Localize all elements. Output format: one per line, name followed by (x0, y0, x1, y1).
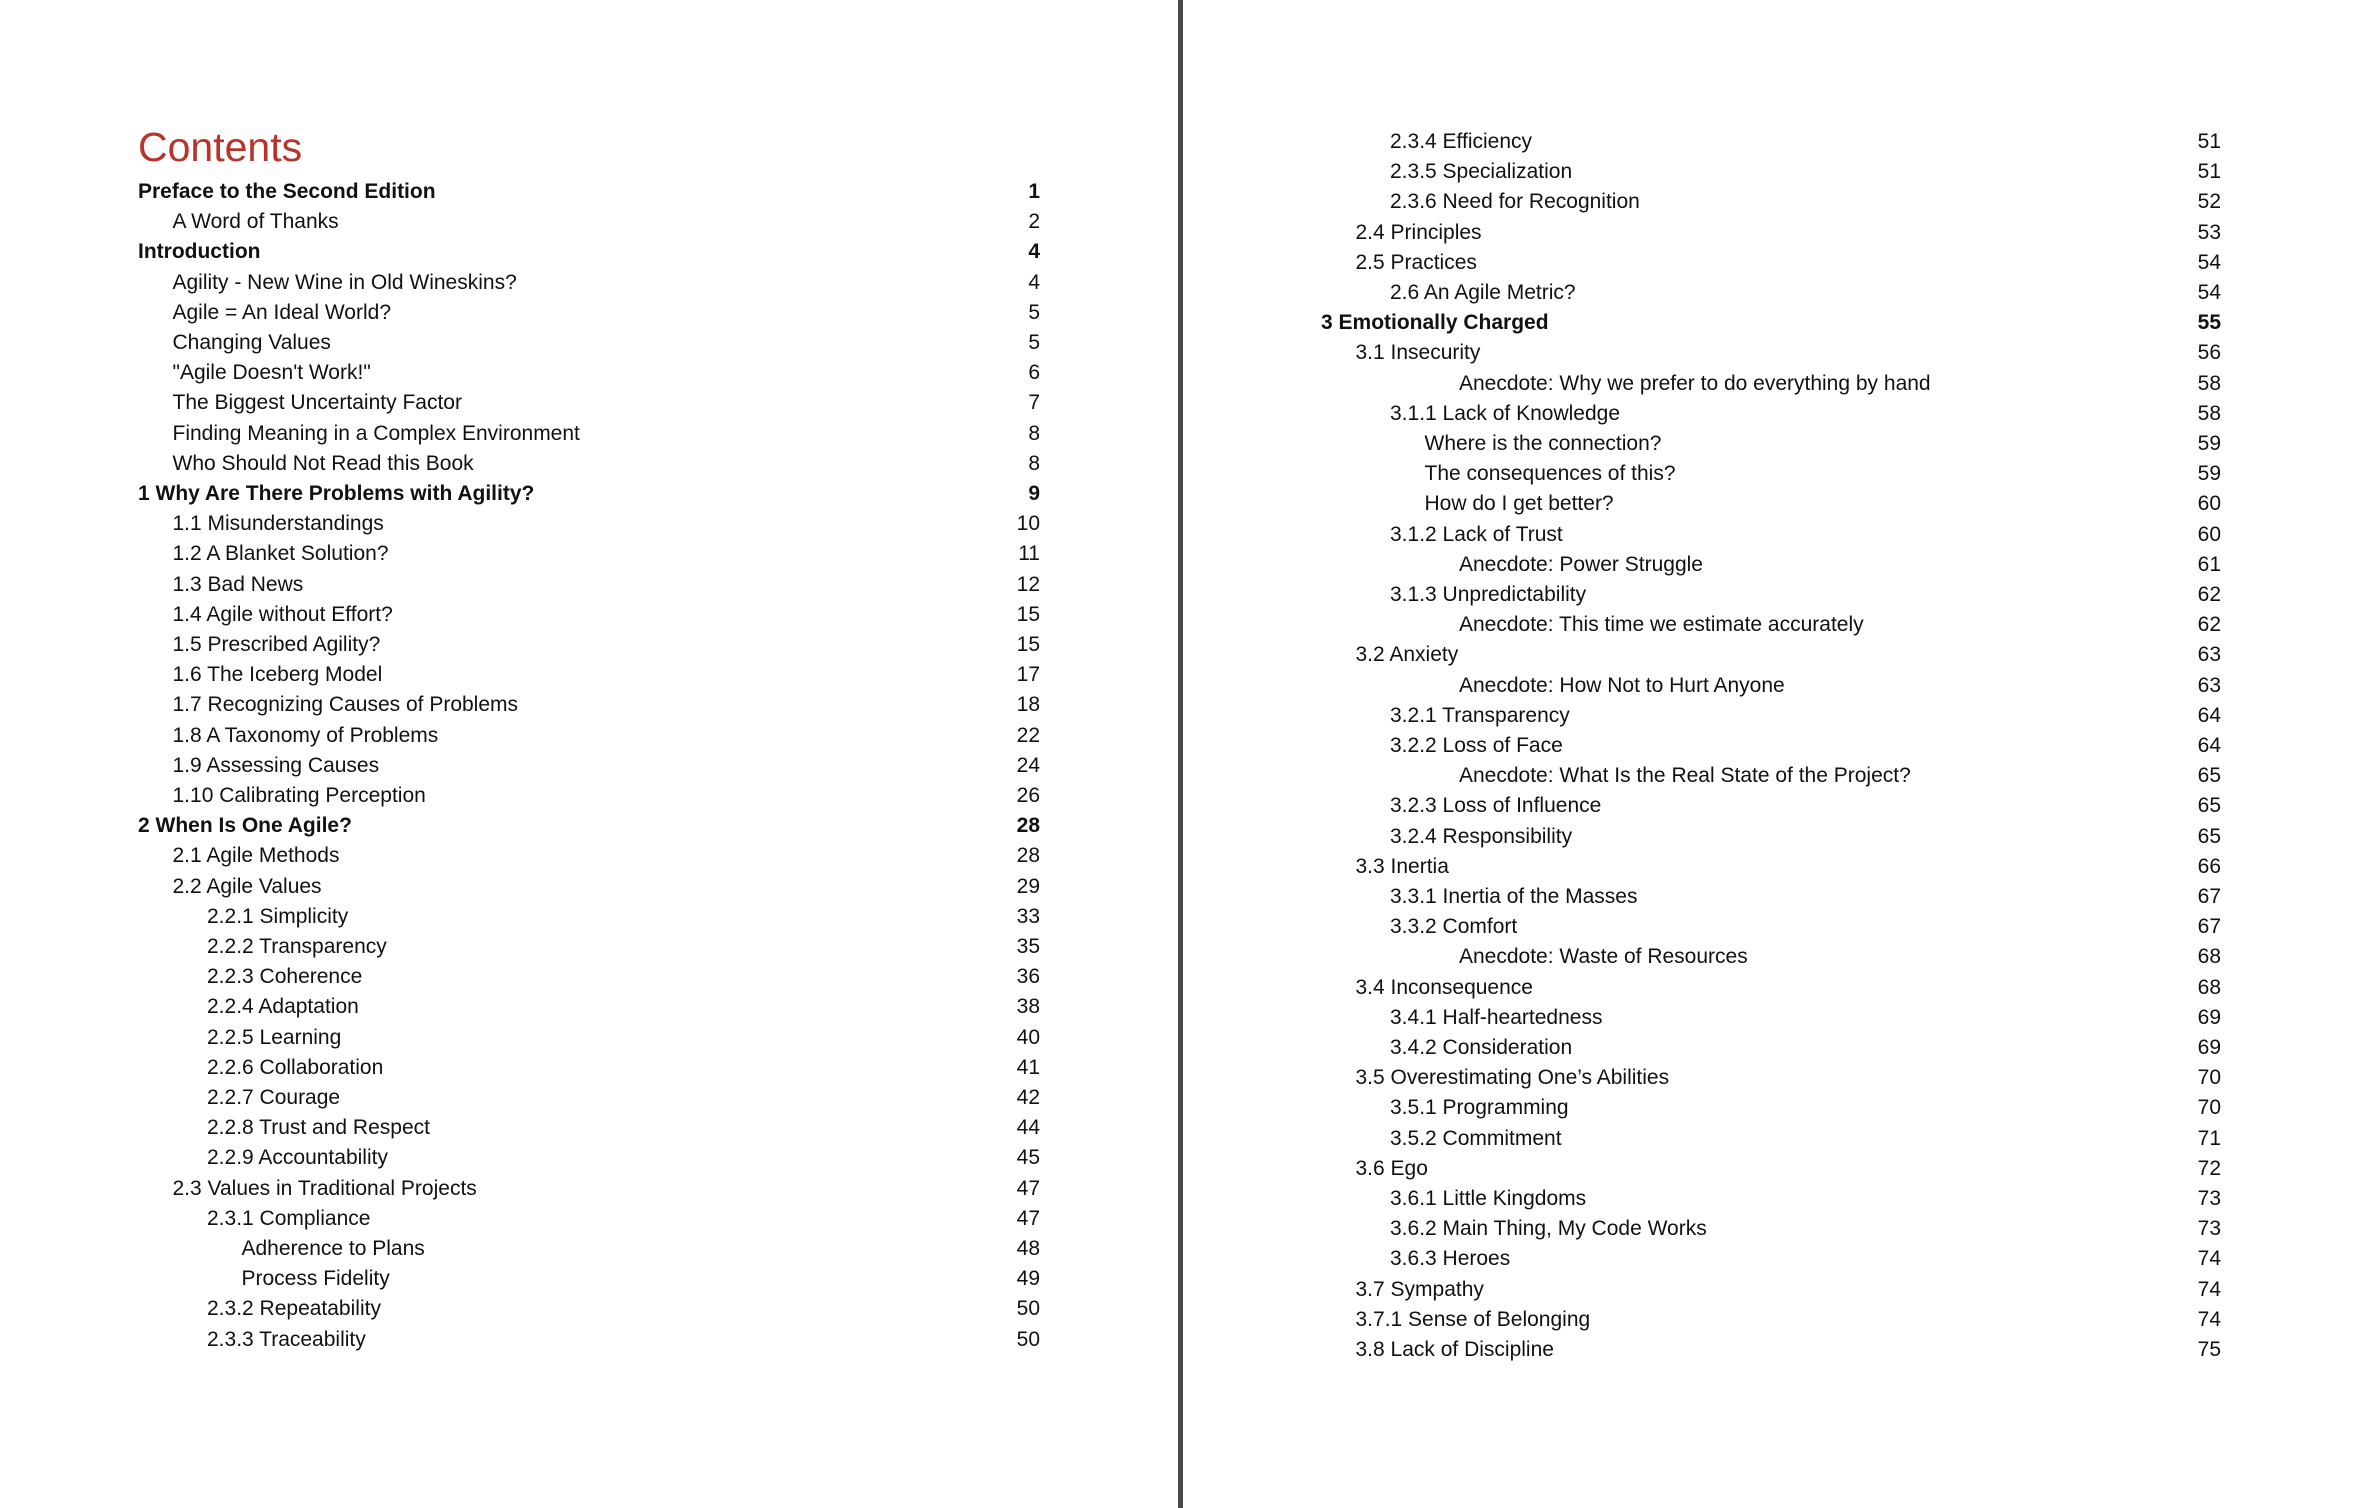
toc-entry-page-number: 64 (2197, 703, 2221, 727)
toc-entry[interactable] (1321, 822, 2221, 852)
toc-entry[interactable] (138, 902, 1040, 932)
toc-entry-page-number: 72 (2197, 1156, 2221, 1180)
toc-entry-label: Agility - New Wine in Old Wineskins? (172, 270, 517, 294)
toc-entry-page-number: 74 (2197, 1247, 2221, 1271)
toc-entry-label: 3.7 Sympathy (1355, 1277, 1484, 1301)
toc-entry[interactable] (138, 932, 1040, 962)
toc-entry-label: 2.2.4 Adaptation (207, 995, 359, 1019)
toc-entry-page-number: 60 (2197, 522, 2221, 546)
toc-entry[interactable] (138, 177, 1040, 207)
toc-entry[interactable] (138, 207, 1040, 237)
toc-entry[interactable] (1321, 610, 2221, 640)
toc-entry-page-number: 70 (2197, 1066, 2221, 1090)
toc-entry-label: 1.3 Bad News (172, 572, 304, 596)
toc-entry[interactable] (1321, 852, 2221, 882)
toc-entry-label: 1.4 Agile without Effort? (172, 602, 393, 626)
toc-entry[interactable] (138, 539, 1040, 569)
toc-entry-label: 3.1.1 Lack of Knowledge (1390, 401, 1620, 425)
toc-entry-page-number: 8 (1028, 451, 1040, 475)
toc-entry-page-number: 66 (2197, 854, 2221, 878)
toc-entry[interactable] (1321, 1003, 2221, 1033)
toc-entry-label: 3.2 Anxiety (1355, 643, 1459, 667)
toc-entry[interactable] (138, 1053, 1040, 1083)
toc-entry[interactable] (138, 1174, 1040, 1204)
toc-entry-label: 3.3.2 Comfort (1390, 915, 1518, 939)
toc-entry-page-number: 63 (2197, 673, 2221, 697)
toc-entry-page-number: 7 (1028, 391, 1040, 415)
toc-entry[interactable] (1321, 791, 2221, 821)
toc-entry[interactable] (1321, 1305, 2221, 1335)
toc-entry-label: Anecdote: Power Struggle (1459, 552, 1703, 576)
toc-entry-page-number: 71 (2197, 1126, 2221, 1150)
toc-entry-label: Finding Meaning in a Complex Environment (172, 421, 580, 445)
toc-entry-label: 2.2.9 Accountability (207, 1146, 388, 1170)
toc-entry[interactable] (1321, 459, 2221, 489)
toc-entry-page-number: 75 (2197, 1338, 2221, 1361)
toc-entry-label: 2.5 Practices (1355, 250, 1477, 274)
toc-entry-label: Anecdote: Waste of Resources (1459, 945, 1748, 969)
toc-entry-label: 1.6 The Iceberg Model (172, 663, 383, 687)
toc-entry-label: 2.2.7 Courage (207, 1086, 341, 1109)
toc-entry-page-number: 61 (2197, 552, 2221, 576)
toc-entry-label: 3.1.3 Unpredictability (1390, 583, 1587, 606)
toc-entry-page-number: 36 (1016, 965, 1040, 989)
toc-entry[interactable] (138, 721, 1040, 751)
toc-entry-label: 2.4 Principles (1355, 220, 1482, 244)
toc-entry-label: 1.10 Calibrating Perception (172, 784, 426, 807)
toc-entry[interactable] (138, 268, 1040, 298)
toc-entry[interactable] (1321, 671, 2221, 701)
toc-entry[interactable] (1321, 912, 2221, 942)
toc-entry[interactable] (138, 328, 1040, 358)
toc-entry-page-number: 15 (1016, 602, 1040, 626)
toc-entry-page-number: 74 (2197, 1307, 2221, 1331)
toc-entry-page-number: 58 (2197, 401, 2221, 425)
toc-entry[interactable] (1321, 1063, 2221, 1093)
toc-entry-page-number: 4 (1028, 240, 1040, 264)
toc-entry[interactable] (1321, 1184, 2221, 1214)
toc-entry-label: Anecdote: This time we estimate accurately (1459, 613, 1864, 637)
toc-entry-label: 3.5 Overestimating One’s Abilities (1355, 1066, 1670, 1090)
toc-entry-page-number: 58 (2197, 371, 2221, 395)
toc-entry[interactable] (138, 600, 1040, 630)
toc-entry-label: 2.6 An Agile Metric? (1390, 281, 1576, 304)
toc-entry-label: 2.2.3 Coherence (207, 965, 363, 989)
toc-entry-page-number: 53 (2197, 220, 2221, 244)
toc-entry[interactable] (138, 781, 1040, 811)
toc-entry[interactable] (1321, 973, 2221, 1003)
toc-entry-page-number: 62 (2197, 613, 2221, 637)
toc-entry-page-number: 29 (1016, 874, 1040, 898)
toc-entry-page-number: 9 (1028, 482, 1040, 505)
toc-entry-page-number: 54 (2197, 281, 2221, 304)
toc-entry-label: 3.4.1 Half-heartedness (1390, 1005, 1603, 1029)
toc-entry-page-number: 15 (1016, 633, 1040, 656)
toc-entry-label: 1.2 A Blanket Solution? (172, 542, 389, 566)
toc-entry-page-number: 11 (1018, 542, 1040, 566)
toc-entry-label: 2.1 Agile Methods (172, 844, 340, 868)
toc-entry[interactable] (138, 751, 1040, 781)
toc-entry-page-number: 42 (1016, 1086, 1040, 1109)
toc-entry-page-number: 5 (1028, 331, 1040, 354)
toc-entry-label: Who Should Not Read this Book (172, 451, 474, 475)
toc-entry-page-number: 45 (1016, 1146, 1040, 1170)
toc-entry-page-number: 40 (1016, 1025, 1040, 1049)
toc-entry-page-number: 35 (1016, 935, 1040, 958)
toc-entry-label: 3.7.1 Sense of Belonging (1355, 1307, 1591, 1331)
toc-entry[interactable] (138, 237, 1040, 267)
toc-entry-label: Process Fidelity (241, 1267, 390, 1291)
toc-entry-page-number: 67 (2197, 915, 2221, 939)
toc-entry-page-number: 74 (2197, 1277, 2221, 1301)
toc-entry-page-number: 64 (2197, 734, 2221, 757)
toc-entry-label: 2.2 Agile Values (172, 874, 322, 898)
toc-entry-label: 3.5.1 Programming (1390, 1096, 1569, 1120)
toc-entry-page-number: 67 (2197, 885, 2221, 908)
toc-entry[interactable] (138, 841, 1040, 871)
toc-entry-label: Where is the connection? (1424, 432, 1662, 455)
toc-entry-page-number: 73 (2197, 1217, 2221, 1241)
toc-entry[interactable] (138, 872, 1040, 902)
toc-entry-page-number: 68 (2197, 945, 2221, 969)
toc-entry[interactable] (1321, 489, 2221, 519)
toc-entry-label: Changing Values (172, 331, 331, 354)
toc-entry[interactable] (138, 1083, 1040, 1113)
toc-entry-page-number: 51 (2197, 160, 2221, 184)
toc-entry-label: Introduction (138, 240, 261, 264)
toc-entry[interactable] (1321, 187, 2221, 217)
toc-entry[interactable] (1321, 1033, 2221, 1063)
toc-entry-page-number: 8 (1028, 421, 1040, 445)
toc-entry-page-number: 47 (1016, 1176, 1040, 1200)
toc-entry[interactable] (1321, 580, 2221, 610)
toc-entry[interactable] (1321, 520, 2221, 550)
toc-entry-page-number: 73 (2197, 1187, 2221, 1210)
toc-entry-label: 3.6.2 Main Thing, My Code Works (1390, 1217, 1707, 1241)
toc-entry-label: 3.2.1 Transparency (1390, 703, 1570, 727)
toc-entry-label: 1.5 Prescribed Agility? (172, 633, 381, 656)
toc-entry-page-number: 1 (1028, 180, 1040, 203)
toc-entry-page-number: 12 (1016, 572, 1040, 596)
toc-entry-label: Preface to the Second Edition (138, 180, 436, 203)
toc-entry[interactable] (138, 509, 1040, 539)
toc-entry-label: 3.6 Ego (1355, 1156, 1428, 1180)
toc-entry-label: 2.3 Values in Traditional Projects (172, 1176, 477, 1200)
toc-entry-label: Agile = An Ideal World? (172, 300, 392, 324)
toc-entry[interactable] (138, 419, 1040, 449)
toc-entry[interactable] (1321, 1154, 2221, 1184)
toc-entry-label: 2.2.6 Collaboration (207, 1055, 384, 1079)
toc-entry-label: 1.8 A Taxonomy of Problems (172, 723, 439, 747)
toc-entry[interactable] (1321, 1335, 2221, 1365)
toc-entry[interactable] (138, 1143, 1040, 1173)
toc-entry-page-number: 41 (1016, 1055, 1040, 1079)
toc-entry-page-number: 60 (2197, 492, 2221, 516)
toc-entry-page-number: 6 (1028, 361, 1040, 385)
toc-entry-label: 2.3.2 Repeatability (207, 1297, 381, 1321)
toc-entry-page-number: 28 (1016, 814, 1040, 838)
toc-entry[interactable] (1321, 127, 2221, 157)
toc-entry-label: 3.1 Insecurity (1355, 341, 1481, 365)
toc-entry-page-number: 18 (1016, 693, 1040, 717)
toc-entry[interactable] (138, 358, 1040, 388)
toc-entry-page-number: 54 (2197, 250, 2221, 274)
toc-entry[interactable] (138, 1023, 1040, 1053)
toc-entry-label: 2.2.5 Learning (207, 1025, 342, 1049)
toc-entry-label: 3.4 Inconsequence (1355, 975, 1533, 999)
toc-entry[interactable] (1321, 369, 2221, 399)
toc-entry-label: 1.7 Recognizing Causes of Problems (172, 693, 519, 717)
toc-entry[interactable] (1321, 1124, 2221, 1154)
toc-entry-page-number: 49 (1016, 1267, 1040, 1291)
toc-entry-page-number: 22 (1016, 723, 1040, 747)
toc-entry[interactable] (138, 1264, 1040, 1294)
toc-entry-label: 3.6.3 Heroes (1390, 1247, 1511, 1271)
toc-entry-page-number: 69 (2197, 1005, 2221, 1029)
toc-entry[interactable] (138, 690, 1040, 720)
toc-entry[interactable] (138, 1234, 1040, 1264)
toc-entry-page-number: 17 (1016, 663, 1040, 687)
toc-entry-page-number: 5 (1028, 300, 1040, 324)
toc-entry-label: The Biggest Uncertainty Factor (172, 391, 462, 415)
toc-entry[interactable] (1321, 338, 2221, 368)
toc-entry[interactable] (1321, 1214, 2221, 1244)
toc-entry-page-number: 4 (1028, 270, 1040, 294)
toc-entry-label: 1.9 Assessing Causes (172, 753, 380, 777)
toc-entry[interactable] (1321, 399, 2221, 429)
toc-entry-label: Adherence to Plans (241, 1237, 425, 1260)
toc-entry[interactable] (1321, 218, 2221, 248)
toc-entry-label: 3.1.2 Lack of Trust (1390, 522, 1563, 546)
contents-title: Contents (138, 124, 303, 170)
toc-entry-page-number: 51 (2197, 130, 2221, 153)
toc-entry-page-number: 55 (2197, 311, 2221, 335)
toc-entry-page-number: 24 (1016, 753, 1040, 777)
toc-entry[interactable] (138, 479, 1040, 509)
toc-entry[interactable] (1321, 701, 2221, 731)
toc-entry-label: 3.3.1 Inertia of the Masses (1390, 885, 1638, 908)
toc-entry[interactable] (138, 570, 1040, 600)
toc-entry[interactable] (138, 992, 1040, 1022)
toc-entry[interactable] (1321, 157, 2221, 187)
toc-entry[interactable] (138, 388, 1040, 418)
toc-entry-label: 3.3 Inertia (1355, 854, 1449, 878)
toc-entry-page-number: 50 (1016, 1327, 1040, 1351)
toc-entry[interactable] (138, 449, 1040, 479)
toc-entry-page-number: 69 (2197, 1036, 2221, 1059)
toc-entry-label: 2.3.5 Specialization (1390, 160, 1573, 184)
toc-entry-page-number: 63 (2197, 643, 2221, 667)
toc-entry-page-number: 26 (1016, 784, 1040, 807)
toc-entry-label: Anecdote: Why we prefer to do everything by hand (1459, 371, 1931, 395)
toc-entry-page-number: 65 (2197, 824, 2221, 848)
toc-entry[interactable] (138, 811, 1040, 841)
toc-entry[interactable] (138, 630, 1040, 660)
toc-entry-page-number: 59 (2197, 462, 2221, 486)
toc-entry-page-number: 59 (2197, 432, 2221, 455)
toc-entry-page-number: 56 (2197, 341, 2221, 365)
toc-entry-label: 2.3.1 Compliance (207, 1206, 371, 1230)
toc-entry[interactable] (138, 660, 1040, 690)
toc-entry[interactable] (138, 1204, 1040, 1234)
toc-entry[interactable] (1321, 308, 2221, 338)
toc-entry-label: 1.1 Misunderstandings (172, 512, 384, 536)
toc-entry-page-number: 68 (2197, 975, 2221, 999)
toc-entry-label: 3.2.4 Responsibility (1390, 824, 1573, 848)
toc-entry[interactable] (1321, 278, 2221, 308)
toc-entry-label: 3 Emotionally Charged (1321, 311, 1549, 335)
toc-entry-label: 3.2.2 Loss of Face (1390, 734, 1563, 757)
toc-entry-label: 3.2.3 Loss of Influence (1390, 794, 1602, 818)
right-page (1183, 0, 2356, 1508)
toc-entry[interactable] (1321, 882, 2221, 912)
toc-entry-label: 2 When Is One Agile? (138, 814, 352, 838)
toc-entry-label: Anecdote: How Not to Hurt Anyone (1459, 673, 1785, 697)
toc-entry-page-number: 38 (1016, 995, 1040, 1019)
toc-entry[interactable] (1321, 942, 2221, 972)
toc-entry[interactable] (1321, 1244, 2221, 1274)
toc-entry[interactable] (138, 1294, 1040, 1324)
toc-entry-label: 2.2.1 Simplicity (207, 904, 349, 928)
toc-entry-page-number: 52 (2197, 190, 2221, 214)
toc-entry[interactable] (1321, 1093, 2221, 1123)
toc-entry-label: 2.3.6 Need for Recognition (1390, 190, 1640, 214)
toc-entry[interactable] (138, 298, 1040, 328)
toc-entry[interactable] (1321, 1275, 2221, 1305)
toc-entry[interactable] (1321, 550, 2221, 580)
toc-entry-page-number: 70 (2197, 1096, 2221, 1120)
toc-entry[interactable] (138, 962, 1040, 992)
toc-entry-label: The consequences of this? (1424, 462, 1676, 486)
toc-entry-page-number: 47 (1016, 1206, 1040, 1230)
toc-entry-page-number: 44 (1016, 1116, 1040, 1140)
toc-entry-label: How do I get better? (1424, 492, 1614, 516)
toc-entry-page-number: 65 (2197, 794, 2221, 818)
toc-entry-page-number: 65 (2197, 764, 2221, 788)
toc-entry-label: 3.4.2 Consideration (1390, 1036, 1573, 1059)
toc-entry-page-number: 50 (1016, 1297, 1040, 1321)
toc-entry-page-number: 62 (2197, 583, 2221, 606)
toc-entry-page-number: 2 (1028, 210, 1040, 234)
toc-entry-label: 3.5.2 Commitment (1390, 1126, 1562, 1150)
toc-entry-label: A Word of Thanks (172, 210, 339, 234)
toc-entry[interactable] (1321, 761, 2221, 791)
toc-entry-label: 2.2.8 Trust and Respect (207, 1116, 430, 1140)
toc-entry[interactable] (1321, 248, 2221, 278)
toc-entry-label: Anecdote: What Is the Real State of the Project? (1459, 764, 1911, 788)
toc-entry-page-number: 28 (1016, 844, 1040, 868)
toc-entry[interactable] (1321, 640, 2221, 670)
toc-entry-page-number: 10 (1016, 512, 1040, 536)
toc-entry-label: "Agile Doesn't Work!" (172, 361, 371, 385)
toc-entry-label: 2.2.2 Transparency (207, 935, 387, 958)
toc-entry-label: 3.8 Lack of Discipline (1355, 1338, 1554, 1361)
toc-entry[interactable] (1321, 429, 2221, 459)
toc-entry-label: 1 Why Are There Problems with Agility? (138, 482, 535, 505)
toc-entry-label: 3.6.1 Little Kingdoms (1390, 1187, 1587, 1210)
toc-entry[interactable] (138, 1325, 1040, 1355)
toc-entry-page-number: 48 (1016, 1237, 1040, 1260)
toc-entry-label: 2.3.3 Traceability (207, 1327, 366, 1351)
toc-entry[interactable] (138, 1113, 1040, 1143)
toc-entry[interactable] (1321, 731, 2221, 761)
toc-entry-label: 2.3.4 Efficiency (1390, 130, 1533, 153)
toc-entry-page-number: 33 (1016, 904, 1040, 928)
